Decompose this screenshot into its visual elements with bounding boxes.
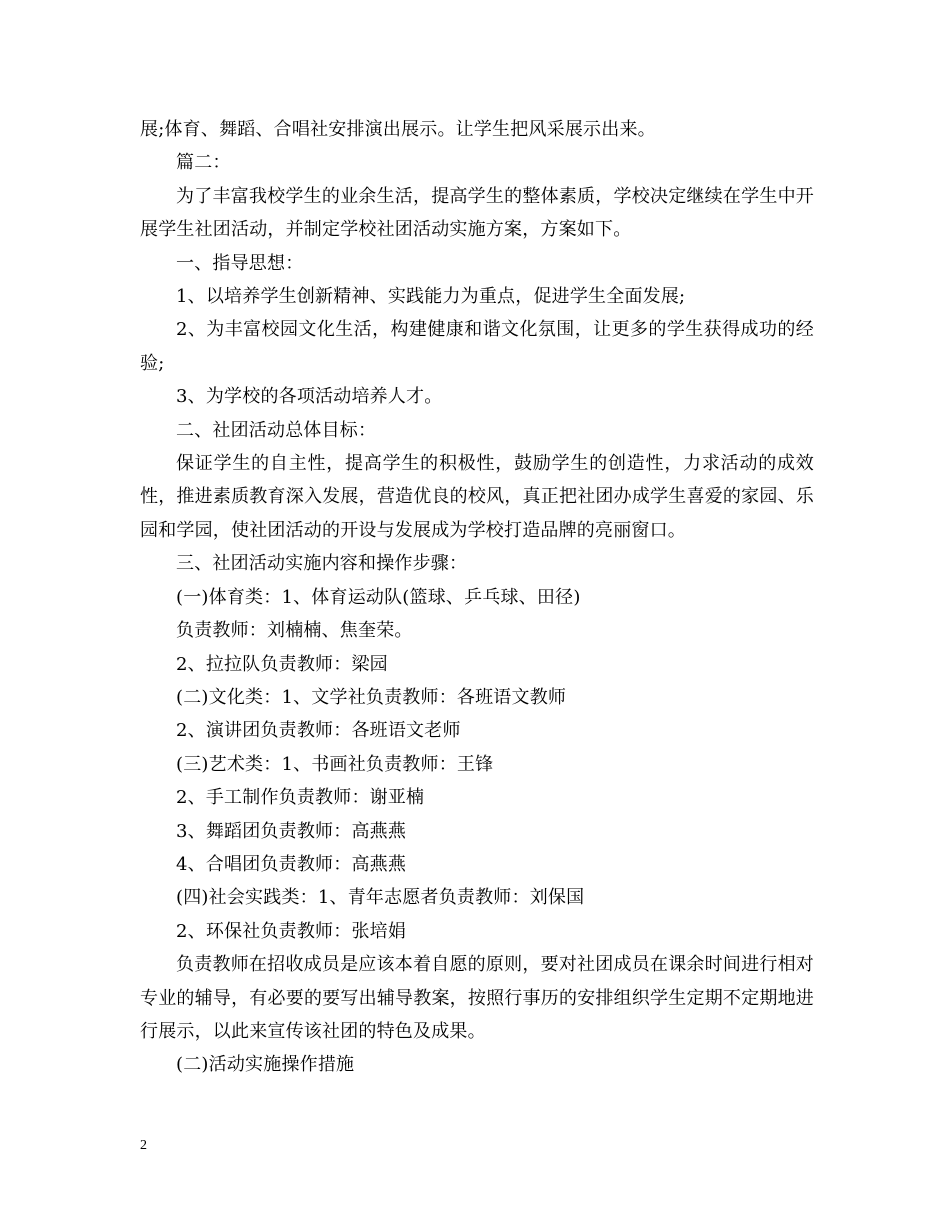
document-body (140, 113, 814, 1082)
paragraph: (二)文化类：1、文学社负责教师：各班语文教师 (176, 686, 567, 708)
paragraph: 为了丰富我校学生的业余生活，提高学生的整体素质，学校决定继续在学生中开展学生社团活动，并制定学校社团活动实施方案，方案如下。 (140, 185, 814, 241)
paragraph: 展;体育、舞蹈、合唱社安排演出展示。让学生把风采展示出来。 (140, 119, 656, 140)
page-number: 2 (140, 1138, 147, 1153)
paragraph: 2、拉拉队负责教师：梁园 (176, 653, 388, 675)
paragraph: (一)体育类：1、体育运动队(篮球、乒乓球、田径) (176, 586, 581, 608)
paragraph: 二、社团活动总体目标： (176, 419, 377, 441)
paragraph: (四)社会实践类：1、青年志愿者负责教师：刘保国 (176, 887, 585, 909)
paragraph: 1、以培养学生创新精神、实践能力为重点，促进学生全面发展; (176, 286, 686, 308)
paragraph: 3、为学校的各项活动培养人才。 (176, 386, 443, 408)
paragraph: 2、手工制作负责教师：谢亚楠 (176, 787, 425, 809)
paragraph: 2、演讲团负责教师：各班语文老师 (176, 720, 461, 742)
paragraph: 3、舞蹈团负责教师：高燕燕 (176, 820, 407, 842)
paragraph: 负责教师：刘楠楠、焦奎荣。 (176, 620, 413, 642)
paragraph: 保证学生的自主性，提高学生的积极性，鼓励学生的创造性，力求活动的成效性，推进素质教育深入发展，营造优良的校风，真正把社团办成学生喜爱的家园、乐园和学园，使社团活动的开设与发展成为学校打造品牌的亮丽窗口。 (140, 453, 814, 541)
paragraph: 2、环保社负责教师：张培娟 (176, 920, 407, 942)
paragraph: 4、合唱团负责教师：高燕燕 (176, 853, 407, 875)
paragraph: 负责教师在招收成员是应该本着自愿的原则，要对社团成员在课余时间进行相对专业的辅导，有必要的要写出辅导教案，按照行事历的安排组织学生定期不定期地进行展示，以此来宣传该社团的特色及成果。 (140, 954, 814, 1042)
paragraph: 一、指导思想： (176, 252, 304, 274)
paragraph: 篇二： (176, 152, 231, 174)
paragraph: 三、社团活动实施内容和操作步骤： (176, 553, 468, 575)
paragraph: (三)艺术类：1、书画社负责教师：王锋 (176, 753, 494, 775)
paragraph: 2、为丰富校园文化生活，构建健康和谐文化氛围，让更多的学生获得成功的经验; (140, 319, 814, 374)
paragraph: (二)活动实施操作措施 (176, 1054, 355, 1076)
